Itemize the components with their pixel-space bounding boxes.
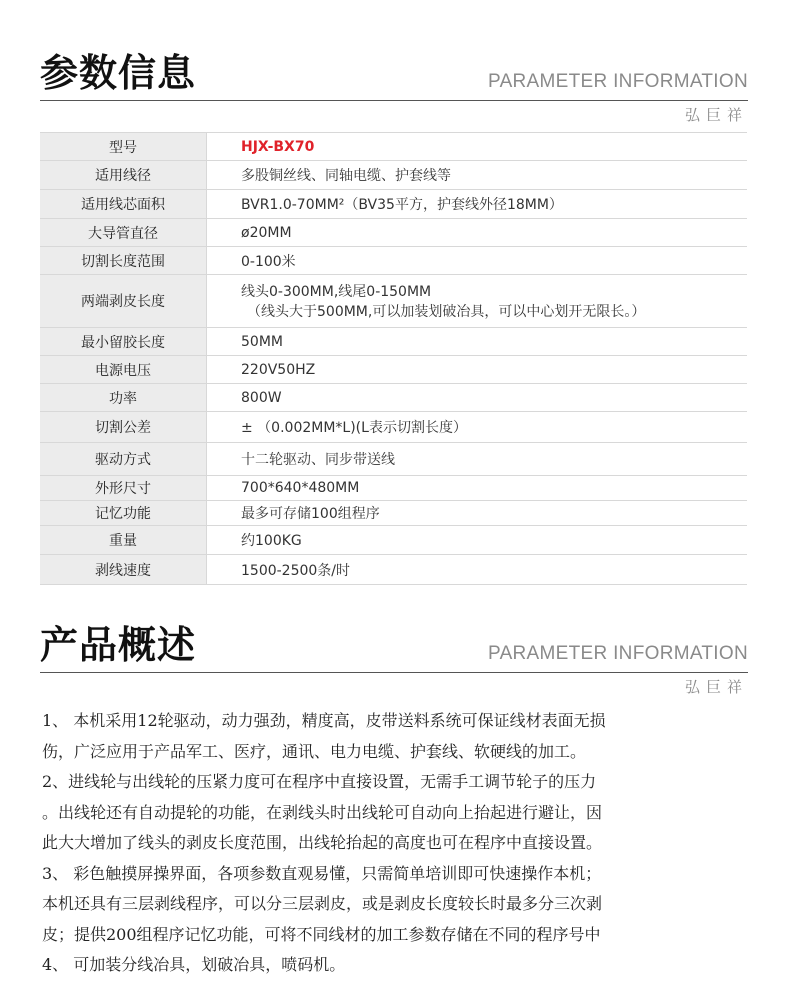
parameter-value-line: ± （0.002MM*L)(L表示切割长度） (241, 420, 467, 436)
parameter-value (207, 476, 747, 500)
parameter-name: 大导管直径 (40, 219, 207, 246)
parameter-name: 型号 (40, 133, 207, 160)
parameter-value-line: 多股铜丝线、同轴电缆、护套线等 (241, 168, 451, 184)
parameter-value-line: HJX-BX70 (241, 138, 315, 155)
parameter-row (40, 161, 747, 190)
parameter-name: 两端剥皮长度 (40, 275, 207, 327)
parameter-name: 重量 (40, 526, 207, 554)
parameter-row (40, 476, 747, 501)
parameter-section-subtitle: PARAMETER INFORMATION (488, 71, 748, 92)
parameter-value (207, 412, 747, 442)
parameter-value (207, 501, 747, 525)
overview-line: 2、进线轮与出线轮的压紧力度可在程序中直接设置，无需手工调节轮子的压力 (42, 772, 597, 791)
overview-line: 。出线轮还有自动提轮的功能，在剥线头时出线轮可自动向上抬起进行避让，因 (42, 802, 603, 822)
parameter-value-line: 700*640*480MM (241, 480, 360, 496)
parameter-name: 外形尺寸 (40, 476, 207, 500)
parameter-row (40, 443, 747, 476)
parameter-value-line: 800W (241, 389, 282, 406)
parameter-value-line: 220V50HZ (241, 361, 316, 378)
parameter-name: 功率 (40, 384, 207, 411)
parameter-row (40, 501, 747, 526)
parameter-name: 切割长度范围 (40, 247, 207, 274)
product-overview-text (42, 706, 748, 981)
parameter-value-line: 50MM (241, 333, 283, 350)
parameter-value-line: 1500-2500条/时 (241, 562, 351, 579)
parameter-value-line: ø20MM (241, 224, 292, 241)
parameter-value-line: 线头0-300MM,线尾0-150MM (241, 284, 432, 300)
parameter-value-line: 十二轮驱动、同步带送线 (241, 452, 395, 468)
parameter-row (40, 555, 747, 585)
parameter-name: 适用线径 (40, 161, 207, 189)
overview-line: 此大大增加了线头的剥皮长度范围，出线轮抬起的高度也可在程序中直接设置。 (42, 833, 603, 852)
parameter-row (40, 190, 747, 219)
parameter-row (40, 219, 747, 247)
parameter-row (40, 526, 747, 555)
parameter-value (207, 443, 747, 475)
parameter-value-note: （线头大于500MM,可以加装划破冶具，可以中心划开无限长。） (247, 304, 646, 320)
parameter-row (40, 328, 747, 356)
parameter-value (207, 328, 747, 355)
parameter-name: 最小留胶长度 (40, 328, 207, 355)
overview-section-divider (40, 672, 748, 673)
parameter-value (207, 526, 747, 554)
overview-line: 伤，广泛应用于产品军工、医疗，通讯、电力电缆、护套线、软硬线的加工。 (42, 741, 587, 761)
overview-line: 1、 本机采用12轮驱动，动力强劲，精度高，皮带送料系统可保证线材表面无损 (42, 711, 606, 730)
parameter-name: 适用线芯面积 (40, 190, 207, 218)
overview-section-title: 产品概述 (40, 623, 197, 667)
parameter-name: 记忆功能 (40, 501, 207, 525)
parameter-value (207, 161, 747, 189)
overview-line: 3、 彩色触摸屏操界面，各项参数直观易懂，只需简单培训即可快速操作本机； (42, 863, 602, 883)
parameter-name: 剥线速度 (40, 555, 207, 584)
parameter-value (207, 555, 747, 584)
overview-line: 皮；提供200组程序记忆功能，可将不同线材的加工参数存储在不同的程序号中 (42, 924, 601, 944)
parameter-value (207, 219, 747, 246)
parameter-name: 切割公差 (40, 412, 207, 442)
parameter-section-title: 参数信息 (40, 51, 197, 95)
overview-section-subtitle: PARAMETER INFORMATION (488, 643, 748, 664)
parameter-value (207, 356, 747, 383)
parameter-value-line: 最多可存储100组程序 (241, 506, 380, 522)
parameter-value (207, 190, 747, 218)
parameter-value (207, 133, 747, 160)
parameter-value-line: BVR1.0-70MM²（BV35平方，护套线外径18MM） (241, 197, 563, 213)
parameter-section-brand: 弘巨祥 (684, 106, 748, 124)
parameter-row (40, 412, 747, 443)
parameter-value (207, 247, 747, 274)
parameter-row (40, 275, 747, 328)
parameter-section-divider (40, 100, 748, 101)
parameter-name: 电源电压 (40, 356, 207, 383)
parameter-row (40, 384, 747, 412)
parameter-name: 驱动方式 (40, 443, 207, 475)
parameter-value-line: 约100KG (241, 533, 302, 549)
overview-line: 4、 可加装分线冶具，划破冶具，喷码机。 (42, 955, 346, 974)
parameter-table (40, 132, 747, 585)
parameter-row (40, 356, 747, 384)
parameter-value-line: 0-100米 (241, 253, 296, 270)
parameter-value (207, 384, 747, 411)
parameter-row (40, 133, 747, 161)
parameter-row (40, 247, 747, 275)
overview-line: 本机还具有三层剥线程序，可以分三层剥皮，或是剥皮长度较长时最多分三次剥 (42, 894, 603, 913)
parameter-value (207, 275, 747, 327)
overview-section-brand: 弘巨祥 (684, 678, 748, 696)
